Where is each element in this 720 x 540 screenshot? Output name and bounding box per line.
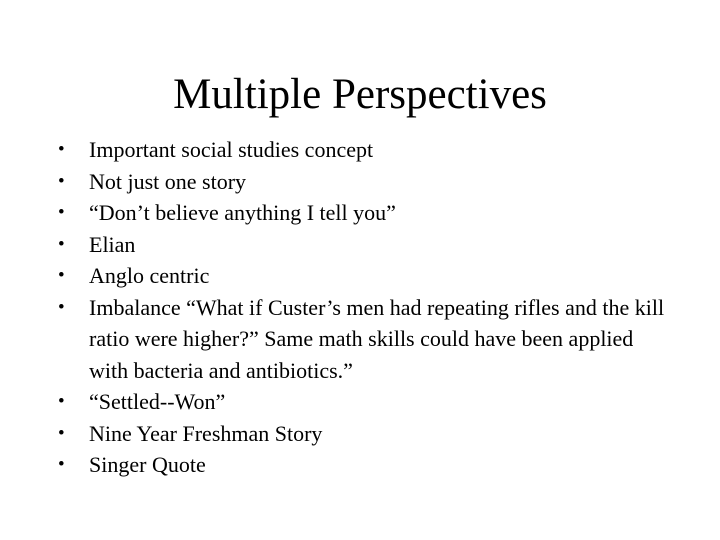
bullet-item <box>58 386 668 418</box>
bullet-icon: • <box>58 454 65 475</box>
bullet-text: “Settled--Won” <box>89 389 226 414</box>
bullet-icon: • <box>58 139 65 160</box>
bullet-item <box>58 418 668 450</box>
bullet-text: Elian <box>89 231 136 257</box>
bullet-item <box>58 197 668 229</box>
bullet-icon: • <box>58 296 65 318</box>
bullet-icon: • <box>58 391 65 412</box>
bullet-icon: • <box>58 233 65 255</box>
slide-title: Multiple Perspectives <box>173 71 547 118</box>
bullet-item <box>58 449 668 481</box>
bullet-icon: • <box>58 170 65 192</box>
bullet-item <box>58 260 668 292</box>
bullet-list <box>58 134 668 481</box>
bullet-item <box>58 134 668 166</box>
bullet-item <box>58 292 668 387</box>
bullet-icon: • <box>58 422 65 444</box>
bullet-text: Singer Quote <box>89 452 206 477</box>
bullet-text: Imbalance “What if Custer’s men had repeating rifles and the kill ratio were higher?” Same math skills could have been applied with bacteria and antibiotics.” <box>89 294 665 383</box>
bullet-text: Important social studies concept <box>89 137 374 162</box>
bullet-icon: • <box>58 202 65 223</box>
bullet-text: “Don’t believe anything I tell you” <box>89 200 396 225</box>
bullet-icon: • <box>58 265 65 286</box>
bullet-text: Nine Year Freshman Story <box>89 420 323 446</box>
bullet-item <box>58 166 668 198</box>
bullet-text: Not just one story <box>89 168 247 194</box>
bullet-item <box>58 229 668 261</box>
bullet-text: Anglo centric <box>89 263 210 288</box>
